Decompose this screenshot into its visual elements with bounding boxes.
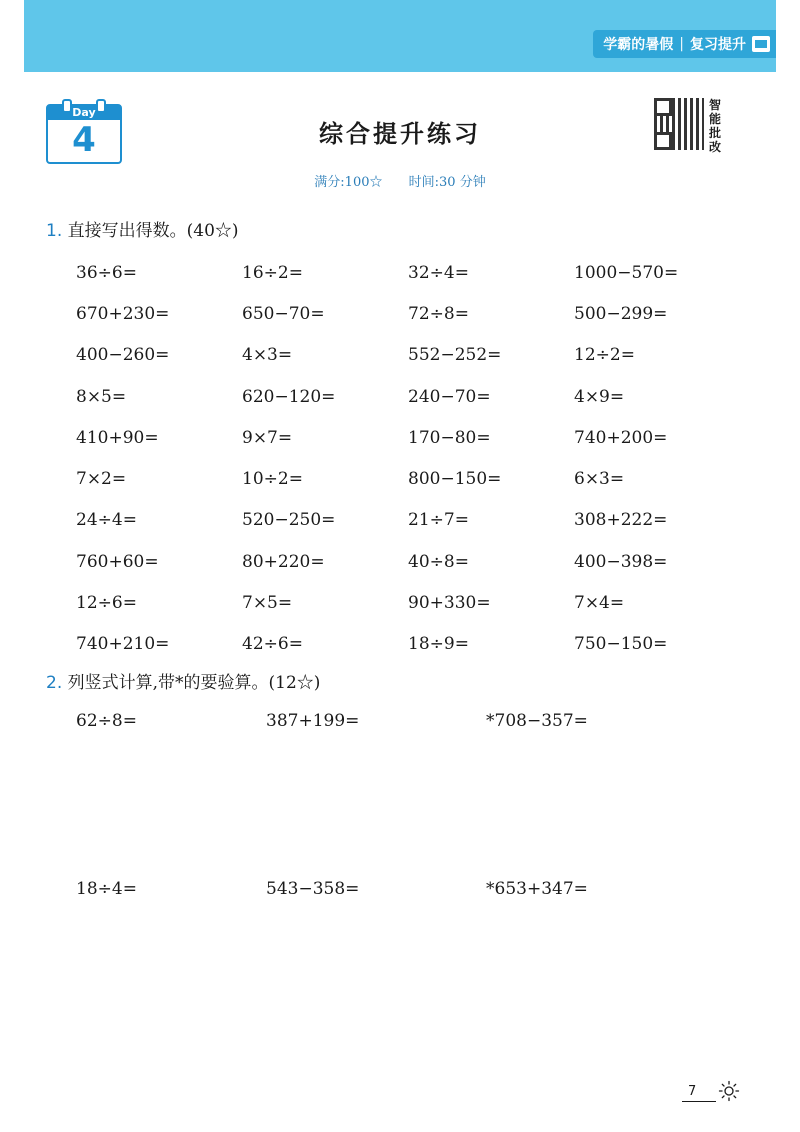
question-1-title <box>46 216 239 241</box>
expression: 72÷8= <box>408 303 469 324</box>
day-label: Day <box>48 106 120 120</box>
expression: 7×2= <box>76 469 127 490</box>
expression: 16÷2= <box>242 262 303 283</box>
expression: 800−150= <box>408 469 502 490</box>
expression: 21÷7= <box>408 510 469 531</box>
expression: 32÷4= <box>408 262 469 283</box>
expression: 6×3= <box>574 469 625 490</box>
expression: 670+230= <box>76 303 170 324</box>
expression: 740+210= <box>76 634 170 655</box>
question-1-number: 1. <box>46 221 63 241</box>
expression: 543−358= <box>266 879 360 899</box>
expression: 12÷2= <box>574 345 635 366</box>
question-1-text: 直接写出得数。(40☆) <box>67 221 239 241</box>
expression: 387+199= <box>266 711 360 731</box>
score-time-line <box>0 171 800 190</box>
expression: 18÷9= <box>408 634 469 655</box>
expression: *653+347= <box>486 879 588 899</box>
expression: 7×4= <box>574 593 625 614</box>
header-section: 复习提升 <box>690 37 746 53</box>
header-brand-tag <box>593 30 776 58</box>
expression: 410+90= <box>76 427 159 448</box>
expression: 36÷6= <box>76 262 137 283</box>
expression: 750−150= <box>574 634 668 655</box>
expression: 8×5= <box>76 386 127 407</box>
expression: 650−70= <box>242 303 325 324</box>
mental-math-grid <box>76 252 756 665</box>
expression: 740+200= <box>574 427 668 448</box>
expression: *708−357= <box>486 711 588 731</box>
expression: 552−252= <box>408 345 502 366</box>
expression: 620−120= <box>242 386 336 407</box>
book-icon <box>752 36 770 52</box>
day-number: 4 <box>72 120 96 160</box>
expression: 9×7= <box>242 427 293 448</box>
expression: 760+60= <box>76 551 159 572</box>
calendar-ring-icon <box>62 99 72 113</box>
expression: 500−299= <box>574 303 668 324</box>
sun-icon <box>718 1080 740 1102</box>
question-2-number: 2. <box>46 673 63 693</box>
page-number-rule <box>682 1101 716 1102</box>
expression: 62÷8= <box>76 711 137 731</box>
question-2-title <box>46 668 320 693</box>
vertical-calc-row <box>76 874 756 904</box>
header-band <box>24 0 776 72</box>
calendar-ring-icon <box>96 99 106 113</box>
expression: 4×9= <box>574 386 625 407</box>
expression: 7×5= <box>242 593 293 614</box>
expression: 400−398= <box>574 551 668 572</box>
expression: 308+222= <box>574 510 668 531</box>
page-title: 综合提升练习 <box>319 120 481 148</box>
expression: 42÷6= <box>242 634 303 655</box>
expression: 10÷2= <box>242 469 303 490</box>
expression: 24÷4= <box>76 510 137 531</box>
time-limit: 时间:30 分钟 <box>408 175 486 190</box>
expression: 18÷4= <box>76 879 137 899</box>
vertical-calc-row <box>76 706 756 736</box>
page-number: 7 <box>688 1084 697 1099</box>
expression: 520−250= <box>242 510 336 531</box>
header-separator: | <box>679 36 684 52</box>
expression: 80+220= <box>242 551 325 572</box>
expression: 170−80= <box>408 427 491 448</box>
expression: 40÷8= <box>408 551 469 572</box>
header-brand: 学霸的暑假 <box>603 37 674 53</box>
expression: 90+330= <box>408 593 491 614</box>
expression: 4×3= <box>242 345 293 366</box>
expression: 12÷6= <box>76 593 137 614</box>
expression: 240−70= <box>408 386 491 407</box>
question-2-text: 列竖式计算,带*的要验算。(12☆) <box>67 673 321 693</box>
full-score: 满分:100☆ <box>314 175 383 190</box>
expression: 400−260= <box>76 345 170 366</box>
expression: 1000−570= <box>574 262 679 283</box>
qr-label: 智能批改 <box>709 98 722 154</box>
qr-code-icon[interactable] <box>654 98 704 150</box>
